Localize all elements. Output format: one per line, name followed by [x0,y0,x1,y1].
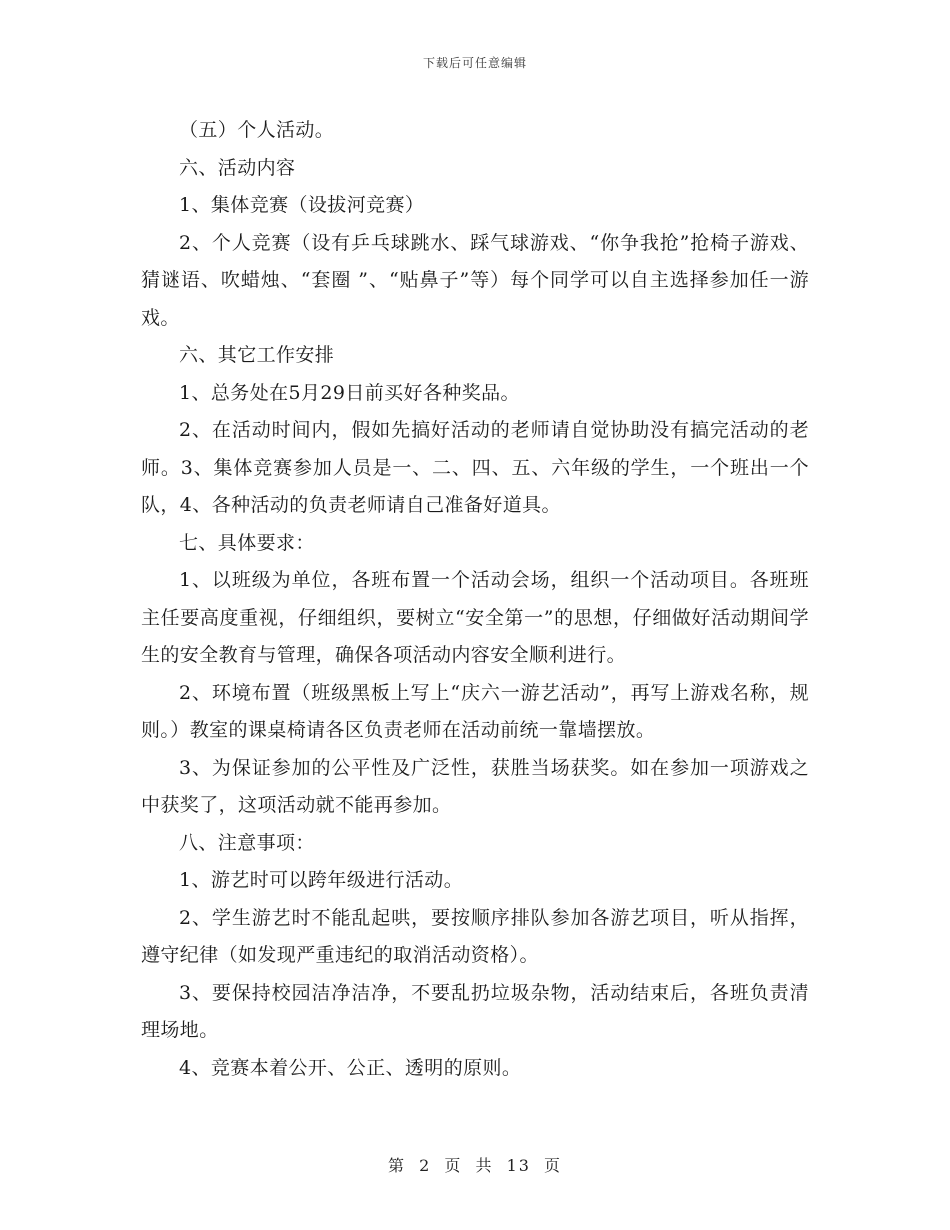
paragraph-teacher-assist: 2、在活动时间内，假如先搞好活动的老师请自觉协助没有搞完活动的老师。3、集体竞赛参加人员是一、二、四、五、六年级的学生，一个班出一个队，4、各种活动的负责老师请自己准备好道具。 [141,419,809,516]
document-body [141,112,809,1087]
footer-current-page: 2 [419,1156,432,1175]
heading-activity-content: 六、活动内容 [179,156,296,179]
heading-other-arrangements: 六、其它工作安排 [179,344,335,366]
footer-label-page: 第 [387,1156,406,1175]
paragraph-discipline: 2、学生游艺时不能乱起哄，要按顺序排队参加各游艺项目，听从指挥，遵守纪律（如发现严重违纪的取消活动资格）。 [141,906,809,966]
paragraph-cleanliness: 3、要保持校园洁净洁净，不要乱扔垃圾杂物，活动结束后，各班负责清理场地。 [141,981,809,1041]
footer-label-total-unit: 页 [544,1156,563,1175]
heading-notes: 八、注意事项： [179,831,315,854]
paragraph-principles: 4、竞赛本着公开、公正、透明的原则。 [179,1056,522,1079]
heading-specific-requirements: 七、具体要求： [179,531,315,554]
footer-label-page-unit: 页 [444,1156,463,1175]
paragraph-individual-activity: （五）个人活动。 [179,119,335,141]
paragraph-fairness: 3、为保证参加的公平性及广泛性，获胜当场获奖。如在参加一项游戏之中获奖了，这项活动就不能再参加。 [141,756,809,816]
paragraph-group-contest: 1、集体竞赛（设拔河竞赛） [179,194,425,216]
paragraph-cross-grade: 1、游艺时可以跨年级进行活动。 [179,869,464,891]
footer-label-total: 共 [475,1156,494,1175]
paragraph-environment-setup: 2、环境布置（班级黑板上写上“庆六一游艺活动”，再写上游戏名称，规则。）教室的课桌椅请各区负责老师在活动前统一靠墙摆放。 [141,681,809,741]
page-header-note: 下载后可任意编辑 [422,56,527,70]
footer-total-pages: 13 [506,1156,531,1175]
paragraph-individual-contest: 2、个人竞赛（设有乒乓球跳水、踩气球游戏、“你争我抢”抢椅子游戏、猜谜语、吹蜡烛、“套圈 ”、“贴鼻子”等）每个同学可以自主选择参加任一游戏。 [141,231,809,329]
page-number-footer [0,1153,950,1176]
paragraph-prizes: 1、总务处在5月29日前买好各种奖品。 [179,381,520,404]
paragraph-class-venue: 1、以班级为单位，各班布置一个活动会场，组织一个活动项目。各班班主任要高度重视，仔细组织，要树立“安全第一”的思想，仔细做好活动期间学生的安全教育与管理，确保各项活动内容安全顺利进行。 [141,569,809,666]
